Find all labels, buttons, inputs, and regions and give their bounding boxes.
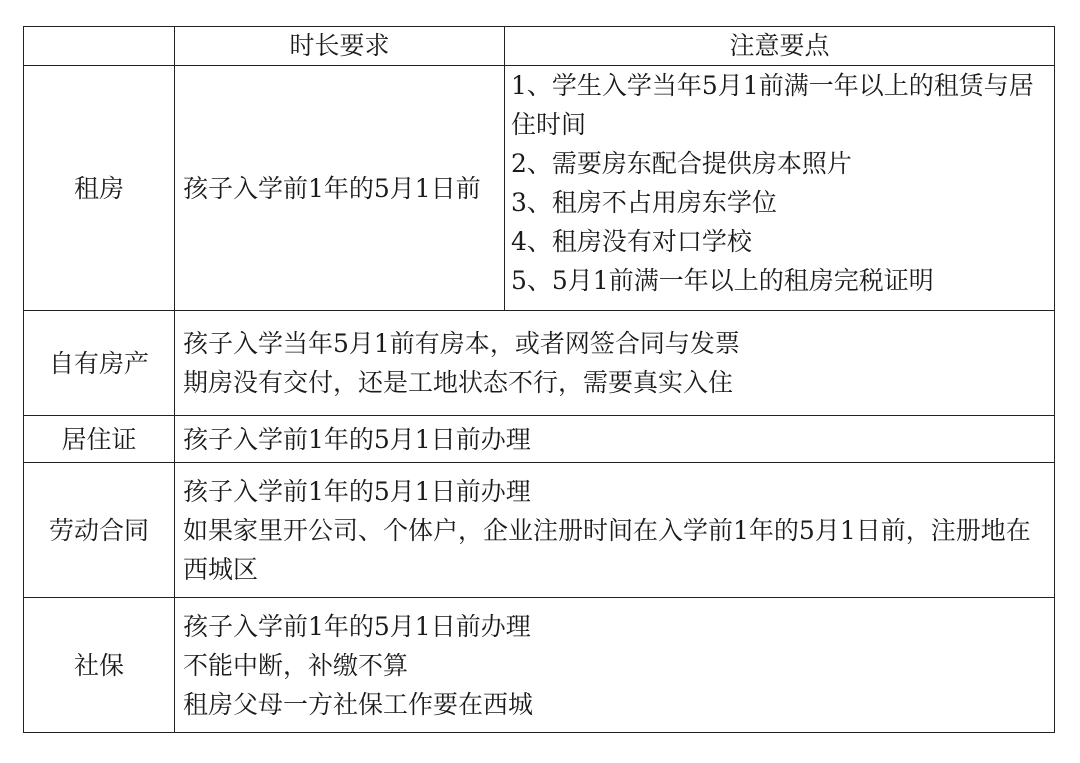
labor-contract-line-2: 如果家里开公司、个体户，企业注册时间在入学前1年的5月1日前，注册地在西城区	[183, 515, 1031, 584]
row-label-labor-contract: 劳动合同	[24, 463, 175, 598]
header-cell-notes: 注意要点	[505, 27, 1055, 66]
rent-duration-cell	[175, 66, 505, 311]
social-security-line-2: 不能中断，补缴不算	[183, 650, 409, 680]
header-cell-empty	[24, 27, 175, 66]
labor-contract-line-1: 孩子入学前1年的5月1日前办理	[183, 476, 531, 506]
rent-note-4: 4、租房没有对口学校	[511, 227, 752, 256]
social-security-line-3: 租房父母一方社保工作要在西城	[183, 689, 534, 719]
rent-note-3: 3、租房不占用房东学位	[511, 188, 777, 217]
rent-note-1: 1、学生入学当年5月1前满一年以上的租赁与居住时间	[511, 71, 1034, 139]
table-row-own-property	[24, 311, 1055, 416]
own-property-line-2: 期房没有交付，还是工地状态不行，需要真实入住	[183, 368, 734, 397]
table-row-social-security	[24, 598, 1055, 733]
own-property-cell	[175, 311, 1055, 416]
header-cell-duration: 时长要求	[175, 27, 505, 66]
own-property-line-1: 孩子入学当年5月1前有房本，或者网签合同与发票	[183, 329, 740, 358]
residence-permit-line-1: 孩子入学前1年的5月1日前办理	[183, 424, 531, 454]
social-security-cell	[175, 598, 1055, 733]
table-row-rent	[24, 66, 1055, 311]
table-header-row	[24, 27, 1055, 66]
requirements-table	[23, 26, 1055, 733]
rent-note-2: 2、需要房东配合提供房本照片	[511, 149, 852, 178]
row-label-social-security: 社保	[24, 598, 175, 733]
row-label-residence-permit: 居住证	[24, 416, 175, 463]
row-label-own-property: 自有房产	[24, 311, 175, 416]
labor-contract-cell	[175, 463, 1055, 598]
social-security-line-1: 孩子入学前1年的5月1日前办理	[183, 611, 531, 641]
rent-note-5: 5、5月1前满一年以上的租房完税证明	[511, 266, 934, 295]
table-row-labor-contract	[24, 463, 1055, 598]
rent-duration-text: 孩子入学前1年的5月1日前	[183, 173, 481, 203]
table-row-residence-permit	[24, 416, 1055, 463]
residence-permit-cell	[175, 416, 1055, 463]
requirements-table-wrapper	[23, 26, 1054, 733]
rent-notes-cell	[505, 66, 1055, 311]
row-label-rent: 租房	[24, 66, 175, 311]
